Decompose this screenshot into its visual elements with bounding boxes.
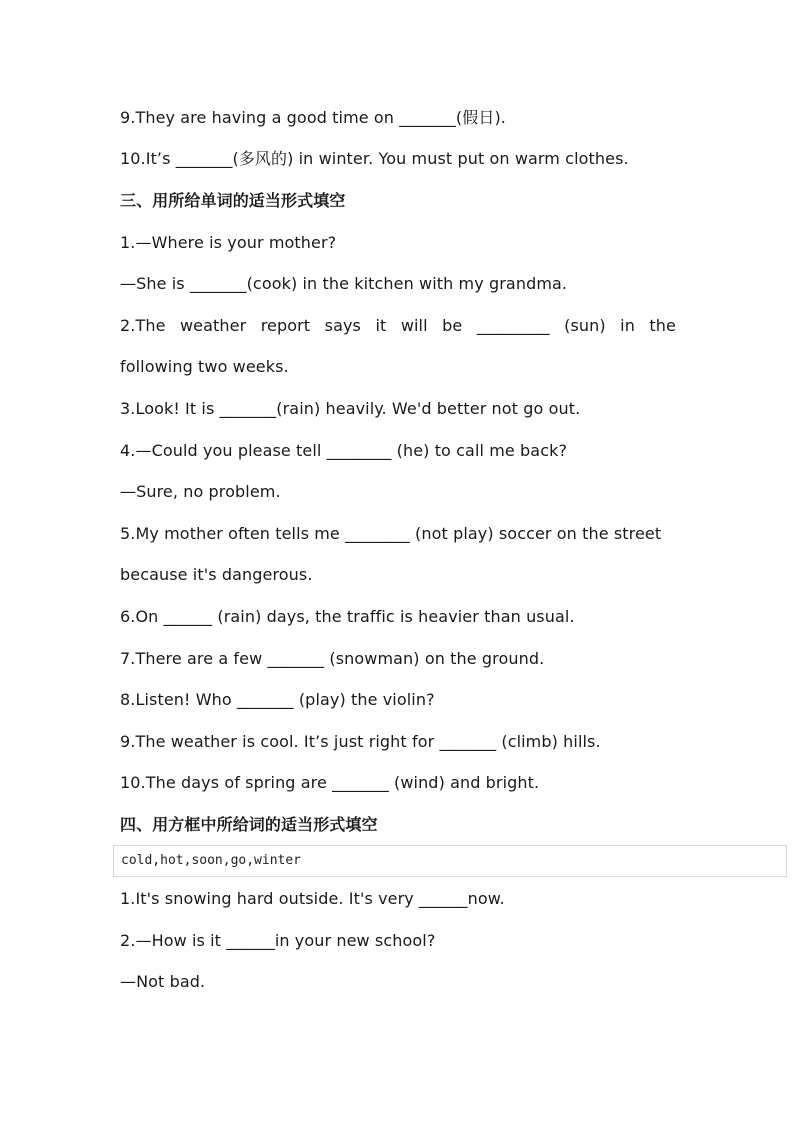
section-3-question-2-line1: 2.The weather report says it will be _________ (sun) in the [120, 316, 676, 335]
question-10-part2: 10.It’s _______(多风的) in winter. You must put on warm clothes. [120, 149, 629, 168]
section-3-question-10: 10.The days of spring are _______ (wind) and bright. [120, 773, 540, 792]
question-9-part2: 9.They are having a good time on _______(假日). [120, 108, 506, 127]
section-3-question-1-prompt: 1.—Where is your mother? [120, 233, 337, 252]
section-3-question-5-line2: because it's dangerous. [120, 565, 313, 584]
section-3-question-7: 7.There are a few _______ (snowman) on the ground. [120, 649, 545, 668]
section-3-question-3: 3.Look! It is _______(rain) heavily. We'd better not go out. [120, 399, 581, 418]
section-3-question-6: 6.On ______ (rain) days, the traffic is heavier than usual. [120, 607, 575, 626]
section-3-heading: 三、用所给单词的适当形式填空 [120, 191, 346, 210]
section-3-question-5-line1: 5.My mother often tells me ________ (not play) soccer on the street [120, 524, 662, 543]
word-box-words: cold,hot,soon,go,winter [121, 853, 302, 868]
section-3-question-4-prompt: 4.—Could you please tell ________ (he) to call me back? [120, 441, 568, 460]
section-4-question-1: 1.It's snowing hard outside. It's very ______now. [120, 889, 505, 908]
section-4-question-2-answer: —Not bad. [120, 972, 206, 991]
section-4-question-2-prompt: 2.—How is it ______in your new school? [120, 931, 436, 950]
section-4-heading: 四、用方框中所给词的适当形式填空 [120, 815, 378, 834]
section-3-question-4-answer: —Sure, no problem. [120, 482, 281, 501]
section-3-question-2-line2: following two weeks. [120, 357, 289, 376]
section-3-question-8: 8.Listen! Who _______ (play) the violin? [120, 690, 435, 709]
section-3-question-9: 9.The weather is cool. It’s just right for _______ (climb) hills. [120, 732, 601, 751]
word-box [113, 845, 787, 877]
section-3-question-1-answer: —She is _______(cook) in the kitchen with my grandma. [120, 274, 568, 293]
